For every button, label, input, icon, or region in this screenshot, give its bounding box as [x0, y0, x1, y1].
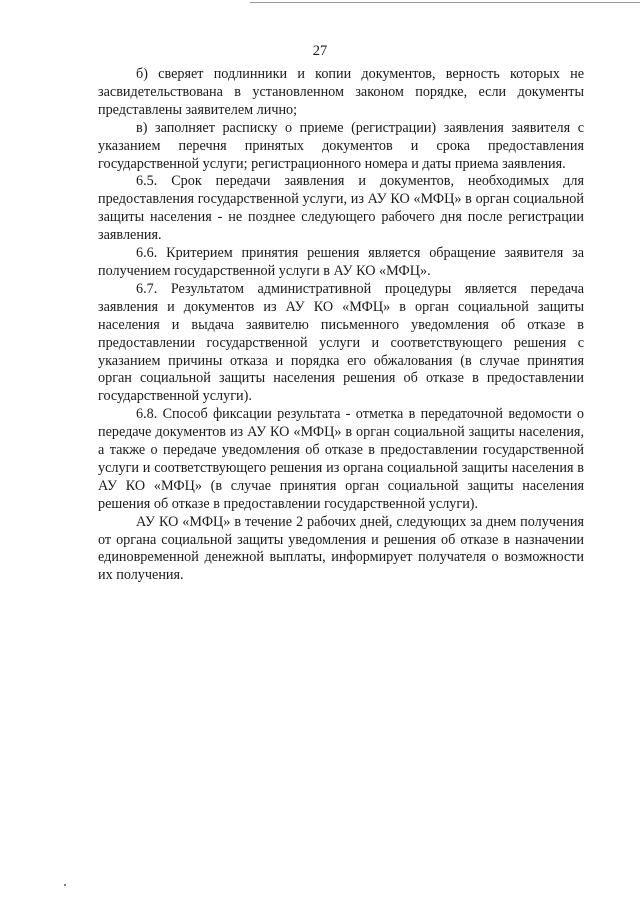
page-number: 27: [312, 43, 328, 59]
scan-artifact-dot: [64, 884, 66, 886]
paragraph-6-8-fixation-method: 6.8. Способ фиксации результата - отметка в передаточной ведомости о передаче документов из АУ КО «МФЦ» в орган социальной защиты населения, а также о передаче уведомления об отказе в предоставлении государственной услуги и соответствующего решения из органа социальной защиты населения в АУ КО «МФЦ» (в случае принятия орган социальной защиты населения решения об отказе в предоставлении государственной услуги).: [98, 406, 584, 512]
paragraph-mfc-notification: АУ КО «МФЦ» в течение 2 рабочих дней, следующих за днем получения от органа социальной защиты уведомления и решения об отказе в назначении единовременной денежной выплаты, информирует получателя о возможности их получения.: [98, 513, 584, 584]
paragraph-b-verify-copies: б) сверяет подлинники и копии документов, верность которых не засвидетельствована в установленном законом порядке, если документы представлены заявителем лично;: [98, 66, 584, 118]
top-border-line: [250, 2, 640, 3]
paragraph-6-7-procedure-result: 6.7. Результатом административной процедуры является передача заявления и документов из АУ КО «МФЦ» в орган социальной защиты населения и выдача заявителю письменного уведомления об отказе в предоставлении государственной услуги и соответствующего решения с указанием причины отказа и порядка его обжалования (в случае принятия орган социальной защиты населения решения об отказе в предоставлении государственной услуги).: [98, 280, 584, 405]
paragraph-6-6-decision-criterion: 6.6. Критерием принятия решения является обращение заявителя за получением государственной услуги в АУ КО «МФЦ».: [98, 245, 584, 279]
paragraph-6-5-transfer-term: 6.5. Срок передачи заявления и документов, необходимых для предоставления государственной услуги, из АУ КО «МФЦ» в орган социальной защиты населения - не позднее следующего рабочего дня после регистрации заявления.: [98, 173, 584, 244]
document-body: [98, 66, 584, 585]
paragraph-v-receipt: в) заполняет расписку о приеме (регистрации) заявления заявителя с указанием перечня принятых документов и срока предоставления государственной услуги; регистрационного номера и даты приема заявления.: [98, 119, 584, 172]
